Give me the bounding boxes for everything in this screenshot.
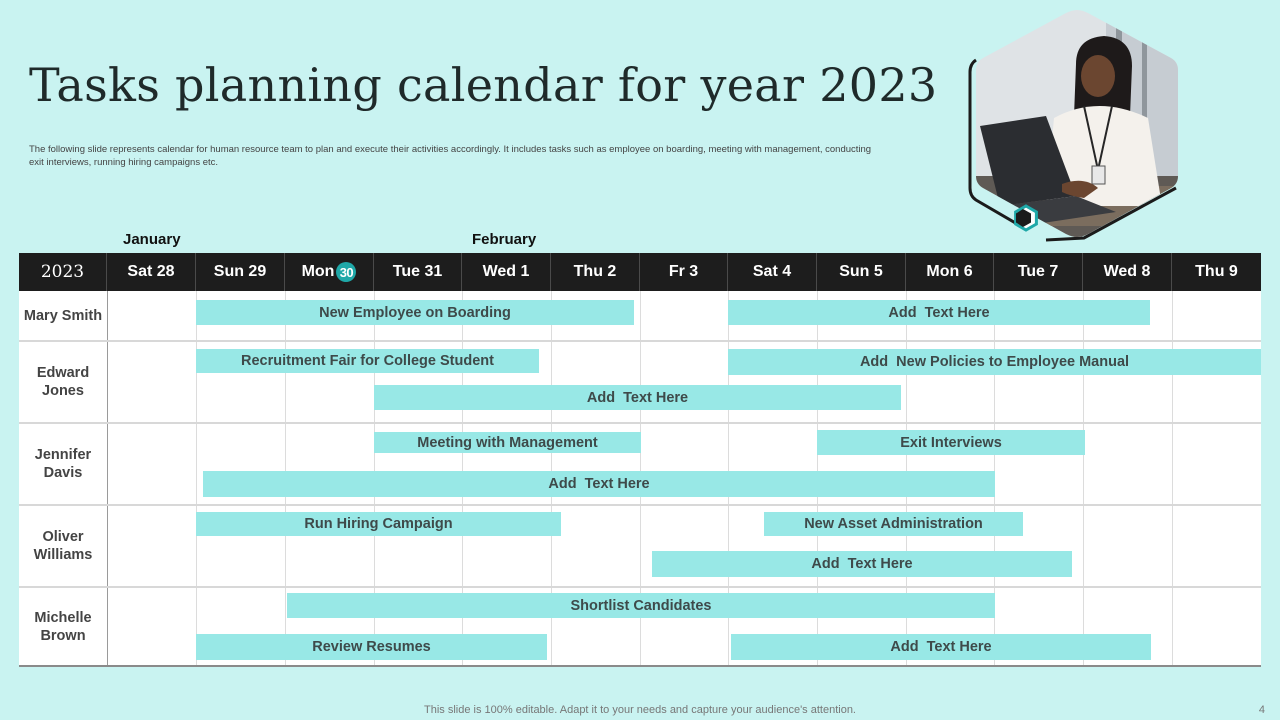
day-header: Mon 6 — [906, 253, 994, 291]
day-header: Thu 9 — [1195, 263, 1238, 280]
task-bar[interactable]: Recruitment Fair for College Student — [196, 349, 539, 373]
day-header: Thu 2 — [551, 253, 640, 291]
person-name: Oliver Williams — [33, 529, 93, 563]
slide-title: Tasks planning calendar for year 2023 — [29, 58, 938, 112]
day-header: Wed 1 — [462, 253, 551, 291]
column-divider — [196, 291, 197, 667]
task-bar[interactable]: Meeting with Management — [374, 432, 641, 453]
row-divider — [19, 422, 1261, 424]
column-divider — [1083, 291, 1084, 667]
task-bar[interactable]: New Employee on Boarding — [196, 300, 634, 325]
row-divider — [19, 504, 1261, 506]
slide-description: The following slide represents calendar for human resource team to plan and execute their activities accordingly. It includes tasks such as employee on boarding, meeting with management, conducting exit interviews, running hiring campaigns etc. — [29, 144, 872, 168]
task-bar[interactable]: Review Resumes — [196, 634, 547, 660]
task-bar[interactable]: Add Text Here — [374, 385, 901, 410]
task-bar[interactable]: Add Text Here — [652, 551, 1072, 577]
person-name: Michelle Brown — [34, 609, 92, 644]
day-header: Wed 8 — [1083, 253, 1172, 291]
task-bar[interactable]: New Asset Administration — [764, 512, 1023, 536]
employee-photo — [966, 6, 1188, 242]
row-divider — [19, 586, 1261, 588]
column-divider — [107, 291, 108, 667]
calendar-body — [19, 291, 1261, 667]
day-header-mon-30 — [285, 253, 374, 291]
day-header: Fr 3 — [640, 253, 728, 291]
current-day-badge: 30 — [336, 262, 356, 282]
task-bar[interactable]: Exit Interviews — [817, 430, 1085, 455]
day-header: Tue 31 — [374, 253, 462, 291]
person-name: Jennifer Davis — [34, 447, 92, 481]
task-bar[interactable]: Add Text Here — [728, 300, 1150, 325]
task-bar[interactable]: Add Text Here — [731, 634, 1151, 660]
calendar-grid — [19, 253, 1261, 667]
calendar-header — [19, 253, 1261, 291]
footer-note: This slide is 100% editable. Adapt it to your needs and capture your audience's attention. — [424, 704, 856, 716]
row-divider — [19, 340, 1261, 342]
task-bar[interactable]: Shortlist Candidates — [287, 593, 995, 618]
person-name: Edward Jones — [36, 365, 90, 399]
day-header: Tue 7 — [994, 253, 1083, 291]
day-header: Sun 5 — [817, 253, 906, 291]
person-name: Mary Smith — [23, 307, 103, 324]
year-header: 2023 — [19, 253, 107, 291]
task-bar[interactable]: Add New Policies to Employee Manual — [728, 349, 1261, 375]
day-header: Sat 4 — [728, 253, 817, 291]
task-bar[interactable]: Add Text Here — [203, 471, 995, 497]
month-label-january: January — [123, 231, 181, 248]
column-divider — [1172, 291, 1173, 667]
page-number: 4 — [1258, 704, 1265, 716]
task-bar[interactable]: Run Hiring Campaign — [196, 512, 561, 536]
table-bottom-border — [19, 665, 1261, 667]
day-header-label: Mon — [301, 263, 335, 280]
day-header: Sat 28 — [107, 253, 196, 291]
day-header: Sun 29 — [196, 253, 285, 291]
month-label-february: February — [472, 231, 537, 248]
